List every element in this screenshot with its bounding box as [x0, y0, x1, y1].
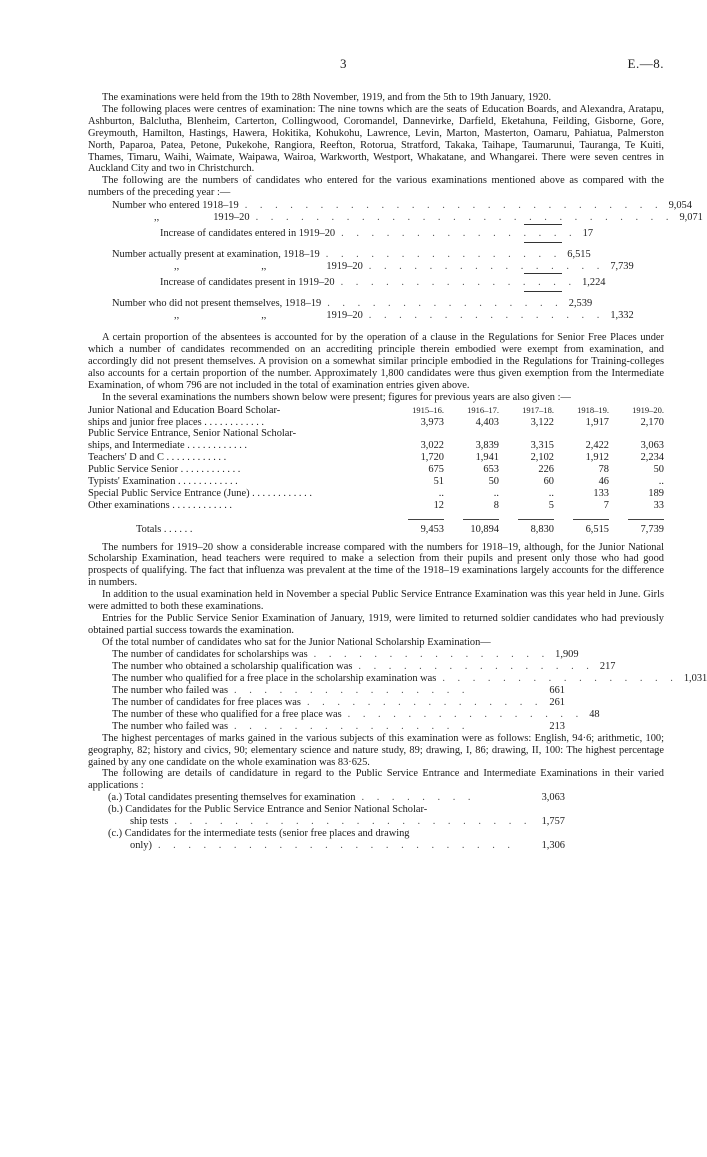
table-cell: 78	[598, 464, 609, 476]
scholarship-row: The number of candidates for scholarships was . . . . . . . . . . . . . . . . 1,909	[112, 648, 579, 660]
table-cell: 33	[653, 499, 664, 511]
table-cell: 46	[598, 476, 609, 488]
row-label: Junior National and Education Board Scholar-	[88, 404, 281, 416]
ditto-mark: ,,	[174, 261, 180, 273]
row-label: Special Public Service Entrance (June) . . . . . . . . . . . .	[88, 487, 312, 499]
candidature-label: (c.) Candidates for the intermediate tests (senior free places and drawing	[108, 828, 410, 840]
table-row	[88, 417, 664, 429]
table-row	[88, 428, 664, 440]
row-label: Public Service Entrance, Senior National Scholar-	[88, 428, 297, 440]
candidature-row: ship tests . . . . . . . . . . . . . . . . . . . . . . . . 1,757	[108, 816, 565, 828]
row-label: Other examinations . . . . . . . . . . . .	[88, 499, 233, 511]
year-header: 1919–20.	[632, 404, 664, 415]
table-cell	[499, 428, 554, 440]
present-label: Number actually present at examination, 1918–19	[112, 249, 320, 261]
year-header: 1918–19.	[577, 404, 609, 415]
absent-1919-year: 1919–20	[326, 310, 363, 322]
table-cell: 50	[488, 476, 499, 488]
scholarship-label: The number of candidates for free places was	[112, 696, 301, 708]
table-cell: ..	[548, 487, 554, 499]
table-row	[88, 464, 664, 476]
totals-cell: 6,515	[585, 523, 609, 535]
table-cell: 51	[433, 476, 444, 488]
table-cell: 3,973	[420, 416, 444, 428]
candidature-label: (b.) Candidates for the Public Service Entrance and Senior National Scholar-	[108, 804, 428, 816]
entered-1919-row: ,, 1919–20 . . . . . . . . . . . . . . . . . . . . . . . . . . . . 9,071	[112, 212, 562, 224]
paragraph-candidature-intro: The following are details of candidature in regard to the Public Service Entrance and Intermediate Examinations in their varied applications :	[88, 768, 664, 792]
table-cell: 1,941	[475, 452, 499, 464]
ditto-mark: ,,	[261, 261, 267, 273]
year-header: 1915–16.	[412, 404, 444, 415]
scholarship-label: The number who failed was	[112, 684, 228, 696]
scholarship-results	[112, 648, 707, 733]
table-cell: 8	[493, 499, 499, 511]
paragraph-special-examination: In addition to the usual examination held in November a special Public Service Entrance Examination was this year held in June. Girls were admitted to both these examinations.	[88, 589, 664, 613]
scholarship-value: 261	[549, 696, 565, 708]
table-cell: ..	[658, 476, 664, 488]
entered-1919-year: 1919–20	[213, 212, 250, 224]
paragraph-table-intro: In the several examinations the numbers shown below were present; figures for previous years are also given :—	[102, 391, 571, 403]
table-cell: 1,720	[420, 452, 444, 464]
scholarship-label: The number who obtained a scholarship qualification was	[112, 660, 353, 672]
table-cell: 60	[543, 476, 554, 488]
paragraph-examination-dates: The examinations were held from the 19th to 28th November, 1919, and from the 5th to 19th January, 1920.	[102, 92, 552, 103]
paragraph-increase-explanation: The numbers for 1919–20 show a considerable increase compared with the numbers for 1918–19, although, for the Junior National Scholarship Examination, head teachers were required to make a selection from their pupils and present only those who had good prospects of qualifying. The fact that influenza was prevalent at the time of the 1918–19 examinations largely accounts for the difference in numbers.	[88, 541, 664, 589]
increase-entered-label: Increase of candidates entered in 1919–20	[160, 228, 336, 240]
increase-entered-row: Increase of candidates entered in 1919–20 . . . . . . . . . . . . . . . . 17	[112, 228, 562, 242]
entered-1918-row: Number who entered 1918–19 . . . . . . . . . . . . . . . . . . . . . . . . . . . . 9,054	[112, 200, 692, 212]
scholarship-row: The number of candidates for free places was . . . . . . . . . . . . . . . . 261	[112, 696, 565, 708]
totals-cell: 8,830	[530, 523, 554, 535]
totals-label: Totals . . . . . .	[136, 523, 193, 535]
table-cell	[389, 428, 444, 440]
scholarship-value: 213	[549, 720, 565, 732]
table-cell	[609, 428, 664, 440]
scholarship-value: 1,909	[555, 648, 579, 660]
present-1919-row: ,, ,, 1919–20 . . . . . . . . . . . . . . . . 7,739	[112, 261, 562, 273]
row-label: Teachers' D and C . . . . . . . . . . . .	[88, 452, 227, 464]
candidature-details	[108, 792, 565, 852]
paragraph-highest-percentages: The highest percentages of marks gained in the various subjects of this examination were as follows: English, 94·6; arithmetic, 100; geography, 82; history and civics, 90; elementary science and nature study, 89; drawing, I, 86; drawing, II, 100: The highest percentage gained by any one candidate on the whole examination was 83·625.	[88, 732, 664, 768]
entries-comparison	[112, 200, 703, 322]
increase-present-label: Increase of candidates present in 1919–20	[160, 277, 335, 289]
table-cell: 3,122	[530, 416, 554, 428]
row-label: ships, and Intermediate . . . . . . . . . . . .	[88, 440, 248, 452]
table-row	[88, 452, 664, 464]
candidature-value: 1,757	[541, 816, 565, 828]
table-cell: 3,839	[475, 440, 499, 452]
table-row	[88, 440, 664, 452]
paragraph-entries-intro: The following are the numbers of candidates who entered for the various examinations mentioned above as compared with the numbers of the preceding year :—	[88, 175, 664, 199]
rule-cell	[609, 512, 664, 524]
paragraph-examination-centres: The following places were centres of examination: The nine towns which are the seats of Education Boards, and Alexandra, Aratapu, Ashburton, Balclutha, Blenheim, Carterton, Collingwood, Coromandel, Dannevirke, Darfield, Eketahuna, Feilding, Gisborne, Gore, Greymouth, Hamilton, Hastings, Hawera, Hokitika, Kohukohu, Lawrence, Levin, Marton, Masterton, Oamaru, Pahiatua, Palmerston North, Paparoa, Patea, Petone, Pukekohe, Rangiora, Reefton, Rotorua, Stratford, Takaka, Taihape, Taumarunui, Tauranga, Te Kuiti, Thames, Timaru, Waihi, Waimate, Waipawa, Wairoa, Warkworth, Westport, Whakatane, and Whangarei. There were seven centres in Auckland City and two in Christchurch.	[88, 103, 664, 175]
candidature-row: only) . . . . . . . . . . . . . . . . . . . . . . . . 1,306	[108, 840, 565, 852]
table-row	[88, 476, 664, 488]
year-header: 1916–17.	[467, 404, 499, 415]
table-cell: 1,917	[585, 416, 609, 428]
scholarship-row: The number who qualified for a free place in the scholarship examination was . . . . . . . . . . . . . . . . 1,031	[112, 672, 707, 684]
table-cell: 653	[483, 464, 499, 476]
table-row	[88, 488, 664, 500]
ditto-mark: ,,	[154, 212, 160, 224]
entered-1919-value: 9,071	[679, 212, 703, 224]
row-label: Typists' Examination . . . . . . . . . . . .	[88, 476, 238, 488]
candidature-label-continued: ship tests	[130, 816, 169, 828]
table-cell: 1,912	[585, 452, 609, 464]
table-cell: 2,102	[530, 452, 554, 464]
absent-1918-row: Number who did not present themselves, 1918–19 . . . . . . . . . . . . . . . . 2,539	[112, 298, 593, 310]
absent-1919-row: ,, ,, 1919–20 . . . . . . . . . . . . . . . . 1,332	[112, 310, 562, 322]
report-code: E.—8.	[627, 56, 664, 71]
entered-label: Number who entered 1918–19	[112, 200, 239, 212]
increase-present-row: Increase of candidates present in 1919–20 . . . . . . . . . . . . . . . . 1,224	[112, 277, 562, 291]
table-cell: 226	[538, 464, 554, 476]
scholarship-label: The number who failed was	[112, 720, 228, 732]
scholarship-value: 217	[599, 660, 616, 672]
present-1919-year: 1919–20	[326, 261, 363, 273]
scholarship-label: The number of these who qualified for a free place was	[112, 708, 342, 720]
absent-label: Number who did not present themselves, 1918–19	[112, 298, 322, 310]
entered-1918-value: 9,054	[668, 200, 692, 212]
table-row	[88, 405, 664, 417]
table-row	[88, 500, 664, 512]
table-cell: 50	[653, 464, 664, 476]
table-cell: 3,063	[640, 440, 664, 452]
paragraph-scholarship-intro: Of the total number of candidates who sat for the Junior National Scholarship Examination—	[102, 636, 491, 648]
table-cell	[554, 428, 609, 440]
table-cell: 133	[593, 487, 609, 499]
table-cell: 2,422	[585, 440, 609, 452]
ditto-mark: ,,	[261, 310, 267, 322]
candidature-label: (a.) Total candidates presenting themselves for examination	[108, 792, 356, 804]
increase-entered-value: 17	[582, 228, 594, 240]
candidature-label-continued: only)	[130, 840, 152, 852]
rule-cell	[389, 512, 444, 524]
spacer	[88, 512, 389, 524]
scholarship-label: The number who qualified for a free place in the scholarship examination was	[112, 672, 437, 684]
absent-1919-value: 1,332	[610, 310, 634, 322]
scholarship-value: 1,031	[683, 672, 707, 684]
rule-cell	[499, 512, 554, 524]
scholarship-label: The number of candidates for scholarships was	[112, 648, 308, 660]
row-label: Public Service Senior . . . . . . . . . . . .	[88, 464, 241, 476]
examinations-table	[88, 405, 664, 536]
table-cell: 4,403	[475, 416, 499, 428]
ditto-mark: ,,	[174, 310, 180, 322]
table-cell: 189	[648, 487, 664, 499]
present-1918-row: Number actually present at examination, 1918–19 . . . . . . . . . . . . . . . . 6,515	[112, 249, 591, 261]
candidature-value: 3,063	[541, 792, 565, 804]
table-cell: 12	[433, 499, 444, 511]
scholarship-row: The number of these who qualified for a free place was . . . . . . . . . . . . . . . . 48	[112, 708, 600, 720]
scholarship-row: The number who failed was . . . . . . . . . . . . . . . . 661	[112, 684, 565, 696]
year-header: 1917–18.	[522, 404, 554, 415]
scholarship-value: 661	[549, 684, 565, 696]
table-cell: 2,170	[640, 416, 664, 428]
table-cell: 7	[603, 499, 609, 511]
scholarship-row: The number who failed was . . . . . . . . . . . . . . . . 213	[112, 720, 565, 732]
totals-cell: 9,453	[420, 523, 444, 535]
table-cell: 5	[548, 499, 554, 511]
row-label: ships and junior free places . . . . . . . . . . . .	[88, 416, 265, 428]
rule-cell	[554, 512, 609, 524]
table-cell: 2,234	[640, 452, 664, 464]
scholarship-row: The number who obtained a scholarship qualification was . . . . . . . . . . . . . . . . 217	[112, 660, 616, 672]
rule-cell	[444, 512, 499, 524]
totals-cell: 7,739	[640, 523, 664, 535]
page-number: 3	[340, 56, 347, 71]
table-cell: ..	[493, 487, 499, 499]
present-1918-value: 6,515	[567, 249, 591, 261]
paragraph-absentees: A certain proportion of the absentees is accounted for by the operation of a clause in the Regulations for Senior Free Places under which a number of candidates recommended on an accrediting principle therein embodied were exempt from examination, and accordingly did not present themselves. A provision on a somewhat similar principle embodied in the Regulations for Training-colleges also accounts for a certain proportion of the number. Approximately 1,800 candidates were thus given exemption from the Intermediate Examination, of whom 796 are not included in the total of examination entries given above.	[88, 332, 664, 391]
table-cell: 675	[428, 464, 444, 476]
table-cell: 3,315	[530, 440, 554, 452]
document-body	[88, 92, 707, 852]
totals-cell: 10,894	[470, 523, 499, 535]
totals-label-text: Totals	[136, 523, 162, 535]
table-cell: ..	[438, 487, 444, 499]
table-cell: 3,022	[420, 440, 444, 452]
totals-rule-row	[88, 512, 664, 524]
candidature-row: (a.) Total candidates presenting themselves for examination . . . . . . . . 3,063	[108, 792, 565, 804]
paragraph-senior-entries: Entries for the Public Service Senior Examination of January, 1919, were limited to returned soldier candidates who had previously obtained partial success towards the examination.	[88, 613, 664, 636]
scholarship-value: 48	[589, 708, 600, 720]
increase-present-value: 1,224	[582, 277, 606, 289]
page-header	[0, 58, 700, 72]
present-1919-value: 7,739	[610, 261, 634, 273]
totals-row	[88, 524, 664, 536]
table-cell	[444, 428, 499, 440]
absent-1918-value: 2,539	[568, 298, 593, 310]
candidature-value: 1,306	[541, 840, 565, 852]
